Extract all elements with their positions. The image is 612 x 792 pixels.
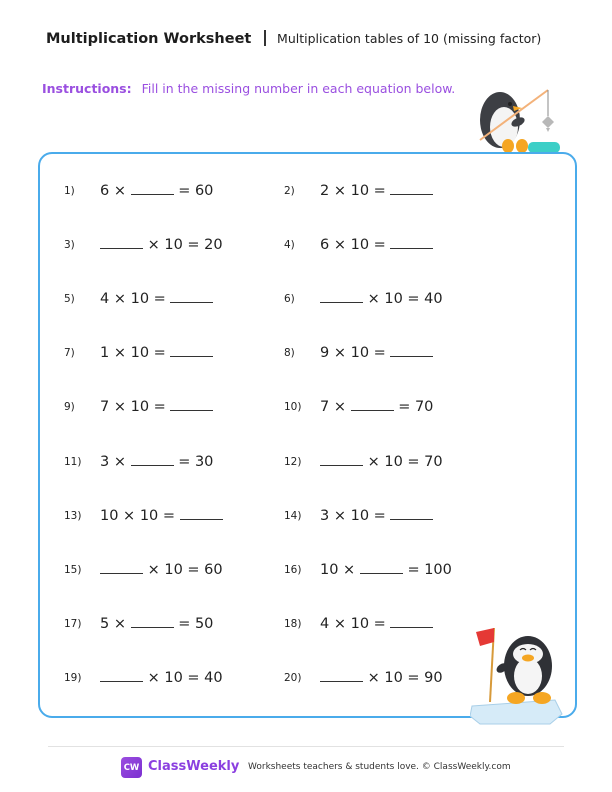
answer-blank[interactable] (320, 291, 363, 303)
answer-blank[interactable] (390, 237, 433, 249)
title-divider (264, 30, 266, 46)
equation-left: 9 × 10 = (320, 345, 386, 361)
question-equation (100, 399, 213, 415)
equation-right: × 10 = 90 (367, 670, 443, 686)
answer-blank[interactable] (131, 183, 174, 195)
question-number: 19) (64, 672, 82, 684)
page-subtitle: Multiplication tables of 10 (missing factor) (277, 31, 542, 46)
question-equation (100, 562, 223, 578)
answer-blank[interactable] (390, 508, 433, 520)
classweekly-logo-icon: CW (121, 757, 142, 778)
equation-left: 6 × 10 = (320, 237, 386, 253)
answer-blank[interactable] (351, 399, 394, 411)
answer-blank[interactable] (131, 454, 174, 466)
answer-blank[interactable] (100, 237, 143, 249)
question-number: 4) (284, 239, 295, 251)
question-number: 3) (64, 239, 75, 251)
question-equation (100, 454, 213, 470)
question-equation (320, 562, 452, 578)
answer-blank[interactable] (170, 291, 213, 303)
equation-left: 10 × 10 = (100, 508, 176, 524)
page-title: Multiplication Worksheet (46, 31, 252, 47)
question-equation (100, 670, 223, 686)
instructions-label: Instructions: (42, 81, 132, 96)
question-equation (320, 454, 443, 470)
question-number: 14) (284, 510, 302, 522)
equation-left: 5 × (100, 616, 126, 632)
question-equation (100, 345, 213, 361)
worksheet-header (46, 28, 541, 47)
equation-right: × 10 = 40 (367, 291, 443, 307)
question-equation (320, 399, 433, 415)
equation-left: 7 × (320, 399, 346, 415)
equation-right: = 100 (407, 562, 452, 578)
equation-right: = 70 (398, 399, 434, 415)
equation-left: 4 × 10 = (320, 616, 386, 632)
instructions-text: Fill in the missing number in each equation below. (141, 81, 456, 96)
answer-blank[interactable] (180, 508, 223, 520)
equation-left: 3 × (100, 454, 126, 470)
question-equation (100, 616, 213, 632)
question-number: 13) (64, 510, 82, 522)
answer-blank[interactable] (320, 454, 363, 466)
penguin-flag-icon (470, 618, 565, 726)
footer-tagline: Worksheets teachers & students love. © ClassWeekly.com (248, 762, 511, 772)
question-equation (100, 183, 213, 199)
penguin-fishing-icon (470, 82, 585, 154)
question-equation (320, 183, 433, 199)
equation-right: = 60 (178, 183, 214, 199)
equation-right: × 10 = 20 (147, 237, 223, 253)
question-equation (320, 345, 433, 361)
answer-blank[interactable] (320, 670, 363, 682)
question-number: 6) (284, 293, 295, 305)
question-equation (320, 670, 443, 686)
answer-blank[interactable] (100, 670, 143, 682)
question-number: 5) (64, 293, 75, 305)
answer-blank[interactable] (360, 562, 403, 574)
equation-right: × 10 = 60 (147, 562, 223, 578)
answer-blank[interactable] (390, 616, 433, 628)
answer-blank[interactable] (100, 562, 143, 574)
answer-blank[interactable] (131, 616, 174, 628)
question-equation (320, 291, 443, 307)
question-number: 18) (284, 618, 302, 630)
equation-left: 2 × 10 = (320, 183, 386, 199)
answer-blank[interactable] (390, 183, 433, 195)
question-equation (320, 237, 433, 253)
question-number: 1) (64, 185, 75, 197)
equation-left: 7 × 10 = (100, 399, 166, 415)
question-equation (100, 237, 223, 253)
equation-left: 4 × 10 = (100, 291, 166, 307)
question-equation (320, 616, 433, 632)
equation-right: = 50 (178, 616, 214, 632)
question-number: 16) (284, 564, 302, 576)
question-number: 11) (64, 456, 82, 468)
question-number: 2) (284, 185, 295, 197)
question-number: 8) (284, 347, 295, 359)
equation-left: 6 × (100, 183, 126, 199)
answer-blank[interactable] (170, 399, 213, 411)
question-number: 20) (284, 672, 302, 684)
question-number: 12) (284, 456, 302, 468)
answer-blank[interactable] (390, 345, 433, 357)
equation-left: 10 × (320, 562, 356, 578)
question-number: 10) (284, 401, 302, 413)
equation-left: 1 × 10 = (100, 345, 166, 361)
equation-right: × 10 = 40 (147, 670, 223, 686)
footer-divider (48, 746, 564, 747)
question-number: 15) (64, 564, 82, 576)
instructions (42, 81, 455, 96)
question-equation (320, 508, 433, 524)
answer-blank[interactable] (170, 345, 213, 357)
equation-right: × 10 = 70 (367, 454, 443, 470)
question-number: 7) (64, 347, 75, 359)
equation-right: = 30 (178, 454, 214, 470)
brand-name: ClassWeekly (148, 759, 240, 774)
question-equation (100, 291, 213, 307)
question-equation (100, 508, 223, 524)
question-number: 9) (64, 401, 75, 413)
question-number: 17) (64, 618, 82, 630)
equation-left: 3 × 10 = (320, 508, 386, 524)
